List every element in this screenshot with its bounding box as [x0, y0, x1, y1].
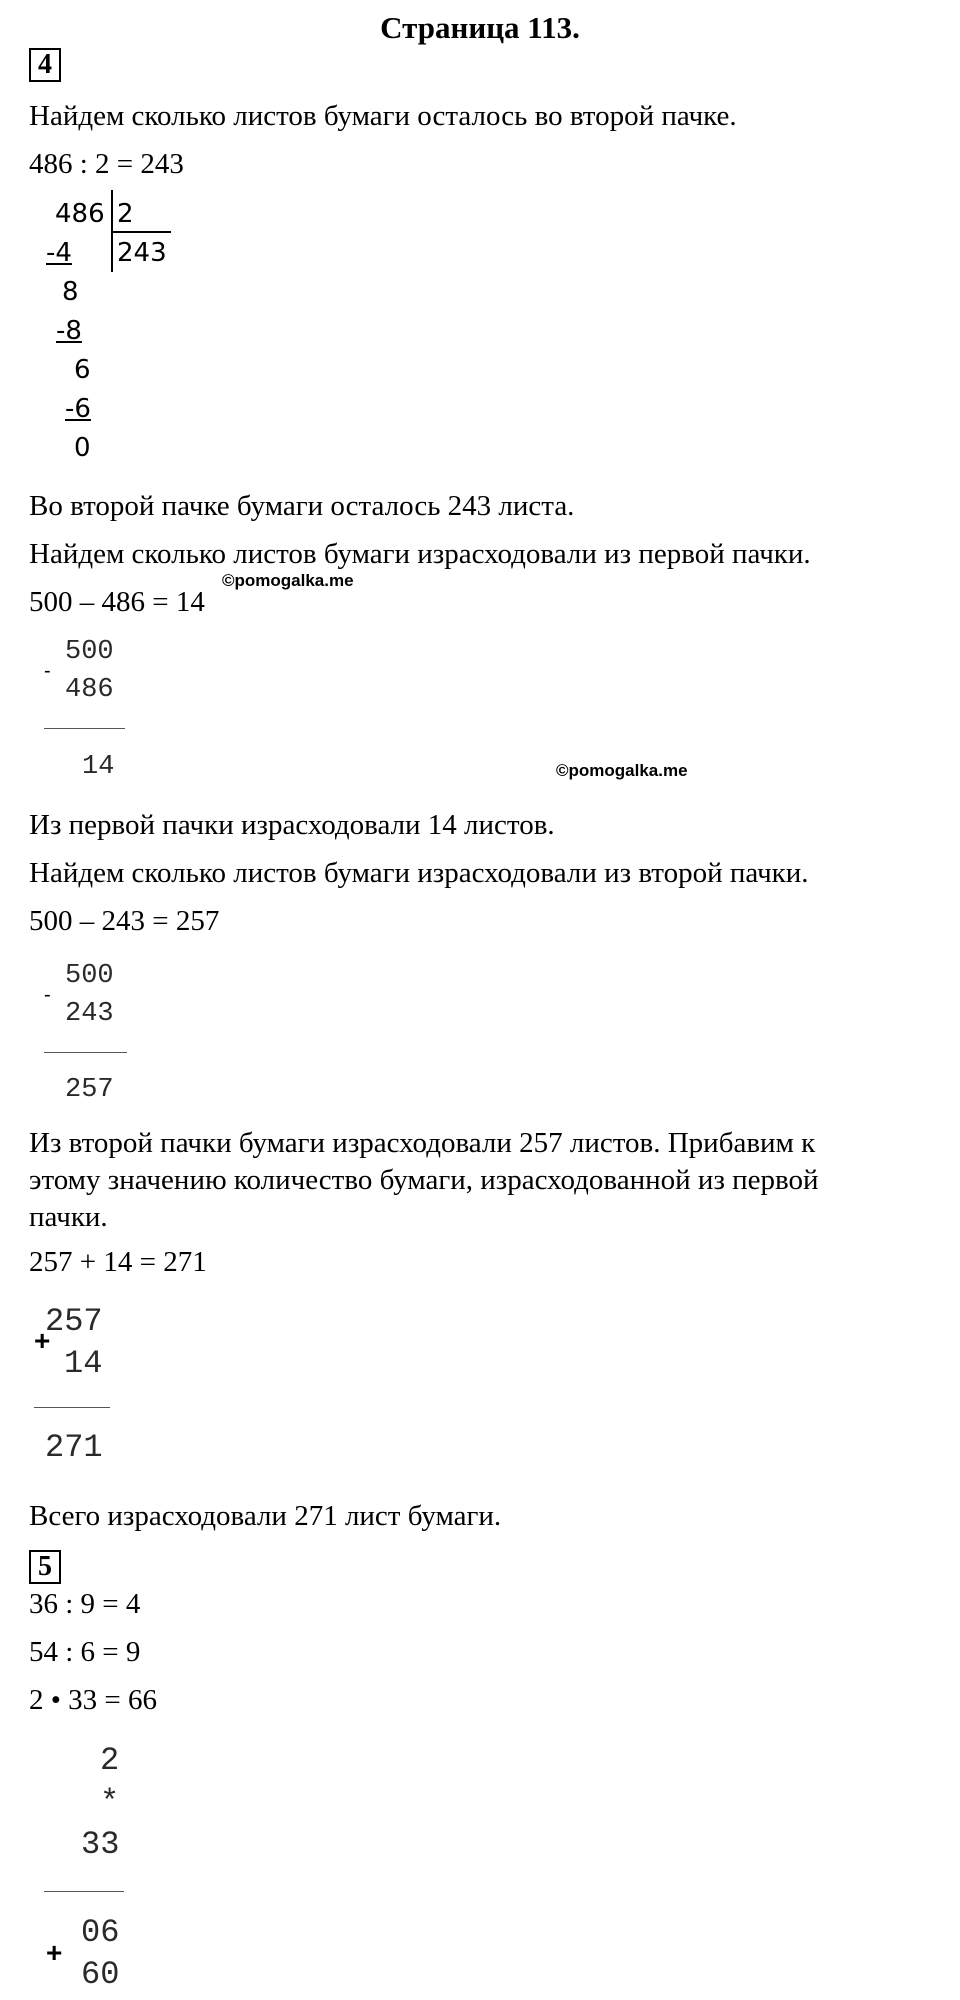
division-dividend: 486	[55, 199, 105, 229]
multiply-sign: *	[100, 1784, 120, 1821]
result-line	[44, 728, 125, 729]
sum: 271	[45, 1429, 103, 1466]
multiplicand: 2	[100, 1742, 120, 1779]
task4-equation-2: 500 – 486 = 14	[29, 586, 205, 618]
task4-equation-4: 257 + 14 = 271	[29, 1246, 207, 1278]
addend-1: 257	[45, 1303, 103, 1340]
subtrahend: 486	[65, 675, 114, 705]
plus-sign: +	[34, 1325, 51, 1356]
page-title: Страница 113.	[380, 10, 580, 45]
plus-sign: +	[46, 1937, 63, 1968]
watermark: ©pomogalka.me	[222, 571, 354, 590]
division-quotient: 243	[117, 238, 167, 268]
multiplier: 33	[81, 1826, 120, 1863]
watermark: ©pomogalka.me	[556, 761, 688, 780]
task4-paragraph-6-line-3: пачки.	[29, 1201, 108, 1233]
difference: 14	[82, 752, 115, 782]
task-number-4: 4	[29, 48, 61, 82]
task4-paragraph-5: Найдем сколько листов бумаги израсходовали из второй пачки.	[29, 857, 809, 889]
minus-sign: -	[44, 660, 51, 682]
division-step: 6	[74, 355, 91, 385]
task4-paragraph-6-line-1: Из второй пачки бумаги израсходовали 257 листов. Прибавим к	[29, 1127, 816, 1159]
task4-paragraph-1: Найдем сколько листов бумаги осталось во второй пачке.	[29, 100, 737, 132]
subtrahend: 243	[65, 999, 114, 1029]
task4-equation-1: 486 : 2 = 243	[29, 148, 184, 180]
task5-equation-2: 54 : 6 = 9	[29, 1636, 141, 1668]
division-step: -4	[46, 238, 72, 268]
minuend: 500	[65, 961, 114, 991]
partial-product-2: 60	[81, 1956, 120, 1993]
task4-paragraph-7: Всего израсходовали 271 лист бумаги.	[29, 1500, 502, 1532]
division-divisor-line	[111, 231, 171, 233]
task4-paragraph-4: Из первой пачки израсходовали 14 листов.	[29, 809, 555, 841]
partial-product-1: 06	[81, 1914, 120, 1951]
task4-paragraph-2: Во второй пачке бумаги осталось 243 листа.	[29, 490, 575, 522]
minuend: 500	[65, 637, 114, 667]
task-number-5: 5	[29, 1550, 61, 1584]
division-step: -8	[56, 316, 82, 346]
addend-2: 14	[64, 1345, 103, 1382]
task5-equation-3: 2 • 33 = 66	[29, 1684, 158, 1716]
division-step: 8	[62, 277, 79, 307]
result-line	[34, 1407, 110, 1408]
division-divisor: 2	[117, 199, 134, 229]
result-line	[44, 1052, 127, 1053]
result-line	[44, 1891, 124, 1892]
task4-paragraph-6-line-2: этому значению количество бумаги, израсходованной из первой	[29, 1164, 819, 1196]
task4-paragraph-3: Найдем сколько листов бумаги израсходовали из первой пачки.	[29, 538, 811, 570]
task4-equation-3: 500 – 243 = 257	[29, 905, 220, 937]
minus-sign: -	[44, 984, 51, 1006]
task5-equation-1: 36 : 9 = 4	[29, 1588, 141, 1620]
difference: 257	[65, 1075, 114, 1105]
division-step: -6	[65, 394, 91, 424]
division-step: 0	[74, 433, 91, 463]
